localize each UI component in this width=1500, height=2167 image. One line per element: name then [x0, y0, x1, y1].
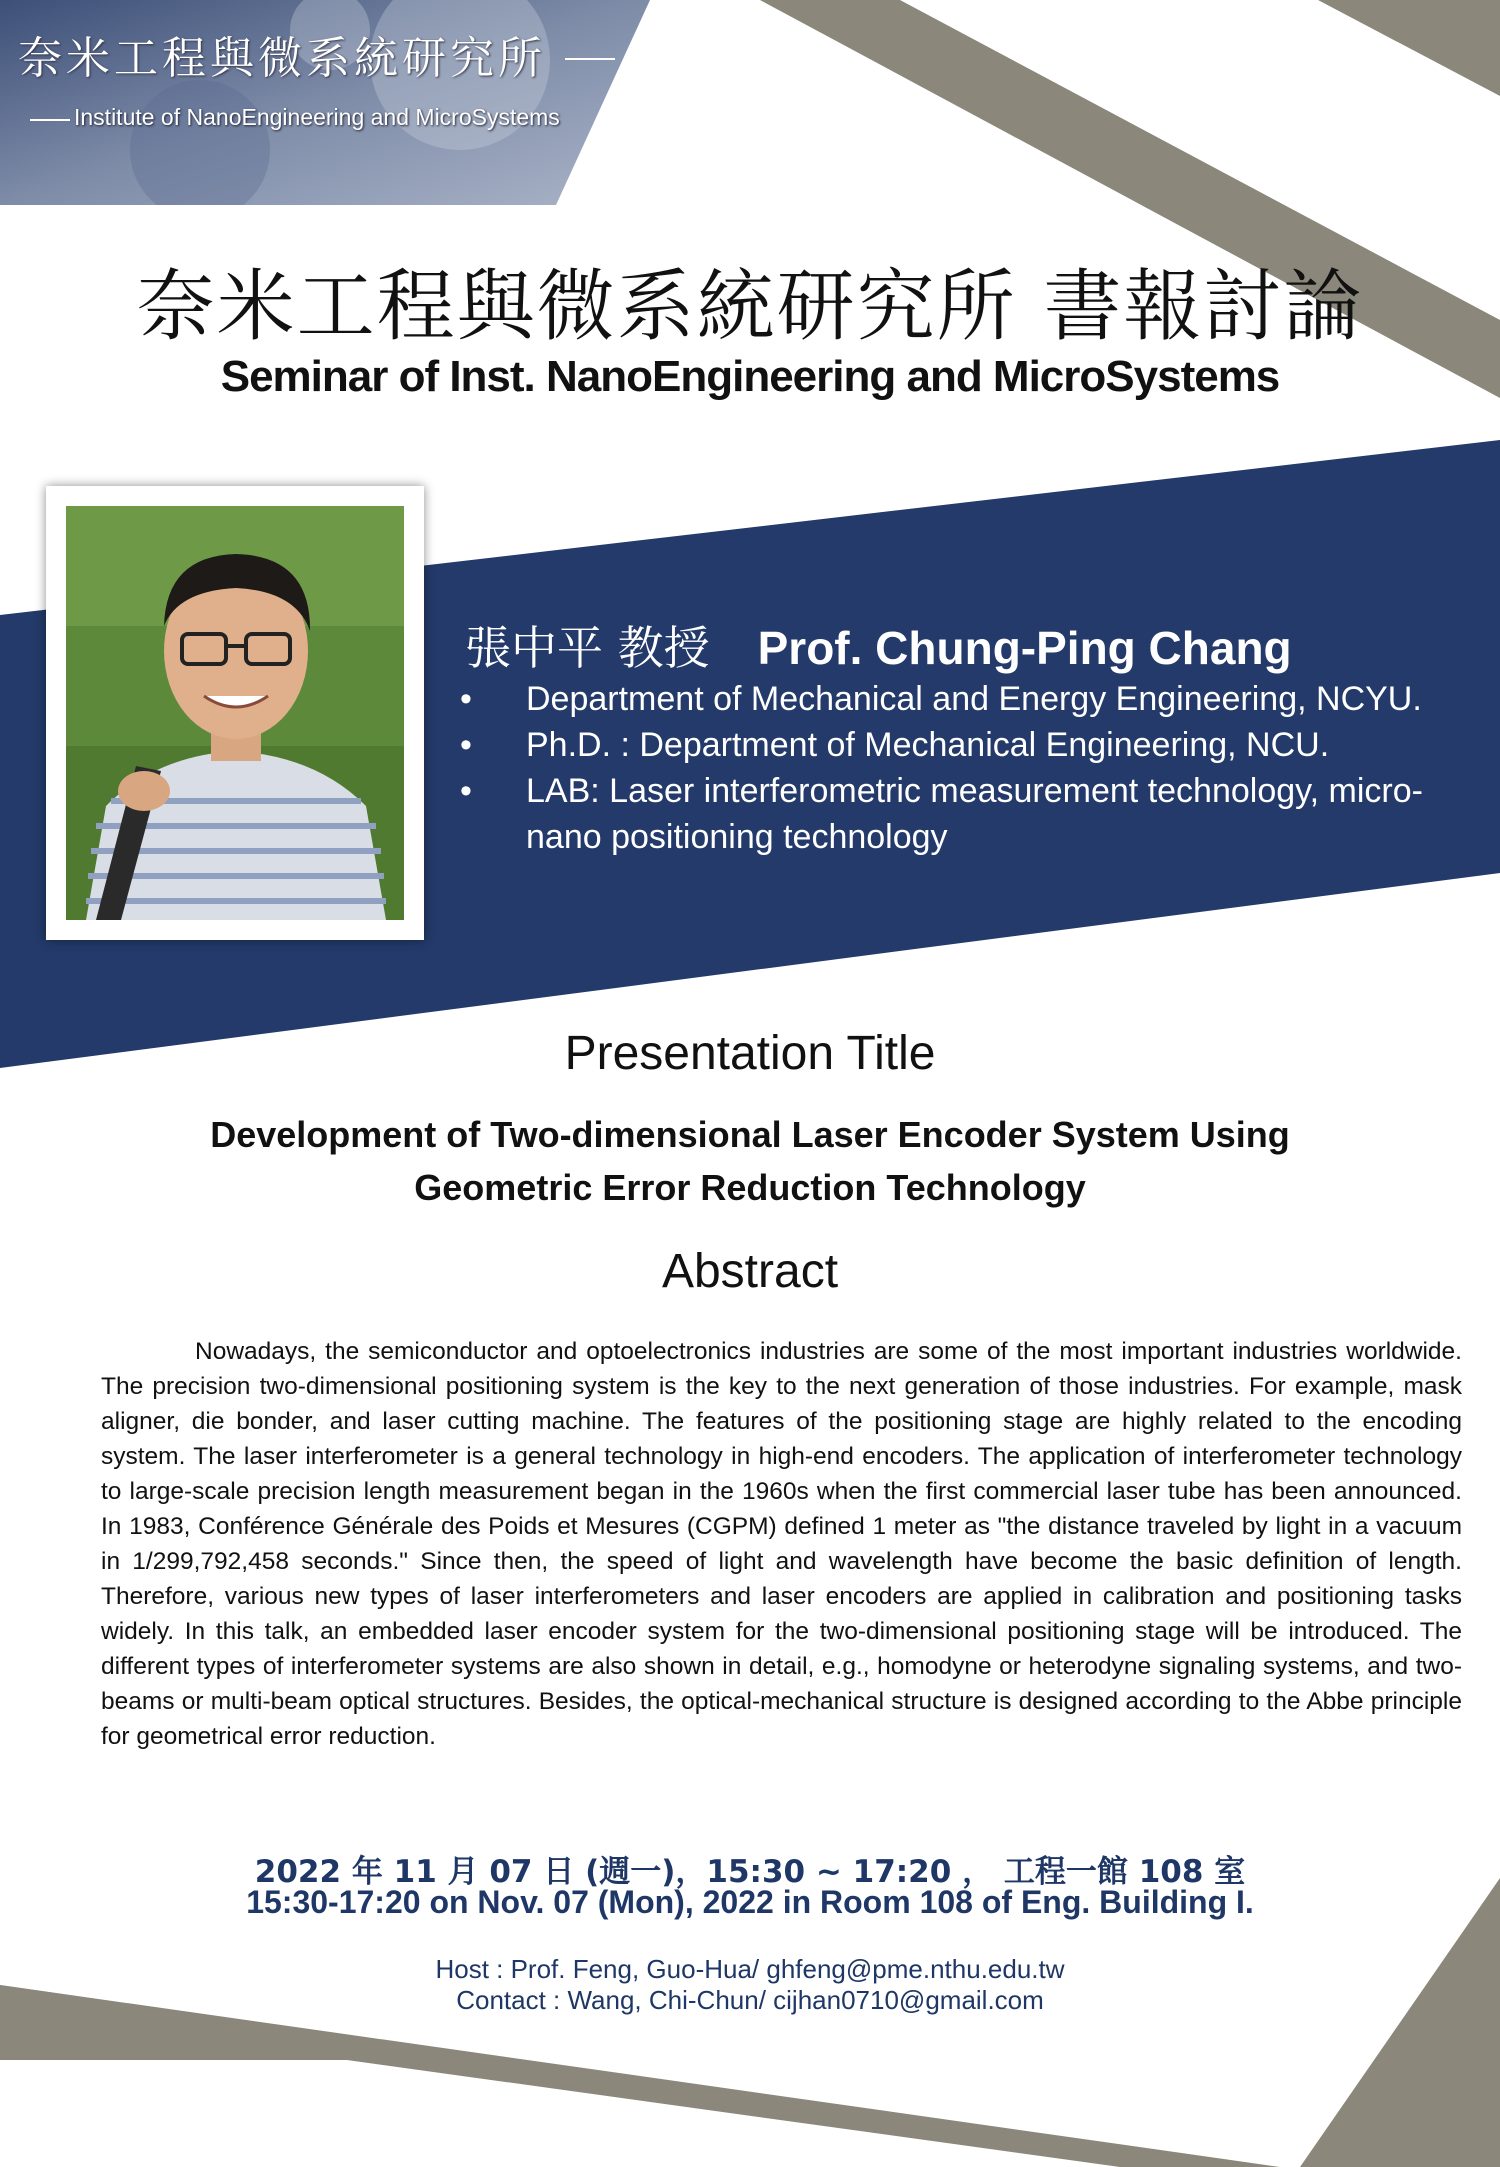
- bullet-icon: •: [460, 680, 472, 718]
- speaker-name: [465, 612, 1292, 678]
- seminar-title-english: Seminar of Inst. NanoEngineering and MicroSystems: [220, 352, 1280, 401]
- contact-line: Contact : Wang, Chi-Chun/ cijhan0710@gmail.com: [456, 1985, 1044, 2015]
- talk-title-line: Geometric Error Reduction Technology: [414, 1167, 1086, 1208]
- abstract-text: Nowadays, the semiconductor and optoelectronics industries are some of the most important industries worldwide. The precision two-dimensional positioning system is the key to the next generation of those industries. For example, mask aligner, die bonder, and laser cutting machine. The features of the positioning stage are highly related to the encoding system. The laser interferometer is a general technology in high-end encoders. The application of interferometer technology to large-scale precision length measurement began in the 1960s when the first commercial laser tube has been announced. In 1983, Conférence Générale des Poids et Mesures (CGPM) defined 1 meter as "the distance traveled by light in a vacuum in 1/299,792,458 seconds." Since then, the speed of light and wavelength have become the basic definition of length. Therefore, various new types of laser interferometers and laser encoders are applied in calibration and positioning tasks widely. In this talk, an embedded laser encoder system for the two-dimensional positioning stage will be introduced. The different types of interferometer systems are also shown in detail, e.g., homodyne or heterodyne signaling systems, and two-beams or multi-beam optical structures. Besides, the optical-mechanical structure is designed according to the Abbe principle for geometrical error reduction.: [101, 1338, 1462, 1750]
- abstract-heading: Abstract: [661, 1245, 839, 1298]
- speaker-name-english: Prof. Chung-Ping Chang: [757, 622, 1292, 674]
- talk-title: [100, 1108, 1400, 1214]
- logo-english-name: Institute of NanoEngineering and MicroSystems: [74, 104, 560, 130]
- top-right-gray-triangle: [1318, 0, 1500, 96]
- logo-chinese-name: 奈米工程與微系統研究所: [18, 33, 546, 84]
- institute-logo-banner: [0, 0, 650, 205]
- speaker-credentials-list: [460, 676, 1490, 860]
- list-item: • LAB: Laser interferometric measurement technology, micro-nano positioning technology: [460, 768, 1490, 860]
- list-item: • Ph.D. : Department of Mechanical Engineering, NCU.: [460, 722, 1490, 768]
- bottom-right-gray-triangle: [1300, 1878, 1500, 2167]
- talk-title-line: Development of Two-dimensional Laser Encoder System Using: [210, 1114, 1290, 1155]
- presentation-title-heading: Presentation Title: [564, 1027, 936, 1080]
- host-line: Host : Prof. Feng, Guo-Hua/ ghfeng@pme.nthu.edu.tw: [435, 1954, 1065, 1984]
- schedule-chinese: 2022 年 11 月 07 日 (週一)，15:30 ~ 17:20 ， 工程一館 108 室: [254, 1854, 1246, 1890]
- bullet-icon: •: [460, 772, 472, 810]
- bullet-icon: •: [460, 726, 472, 764]
- speaker-photo: [66, 506, 404, 920]
- logo-rule: [565, 58, 615, 60]
- contact-info: [0, 1954, 1500, 2016]
- list-item: • Department of Mechanical and Energy Engineering, NCYU.: [460, 676, 1490, 722]
- schedule-english: 15:30-17:20 on Nov. 07 (Mon), 2022 in Room 108 of Eng. Building I.: [246, 1884, 1254, 1920]
- speaker-photo-frame: [46, 486, 424, 940]
- seminar-title-chinese: 奈米工程與微系統研究所 書報討論: [136, 262, 1364, 352]
- logo-rule: [30, 119, 70, 121]
- speaker-name-chinese: 張中平 教授: [465, 621, 710, 675]
